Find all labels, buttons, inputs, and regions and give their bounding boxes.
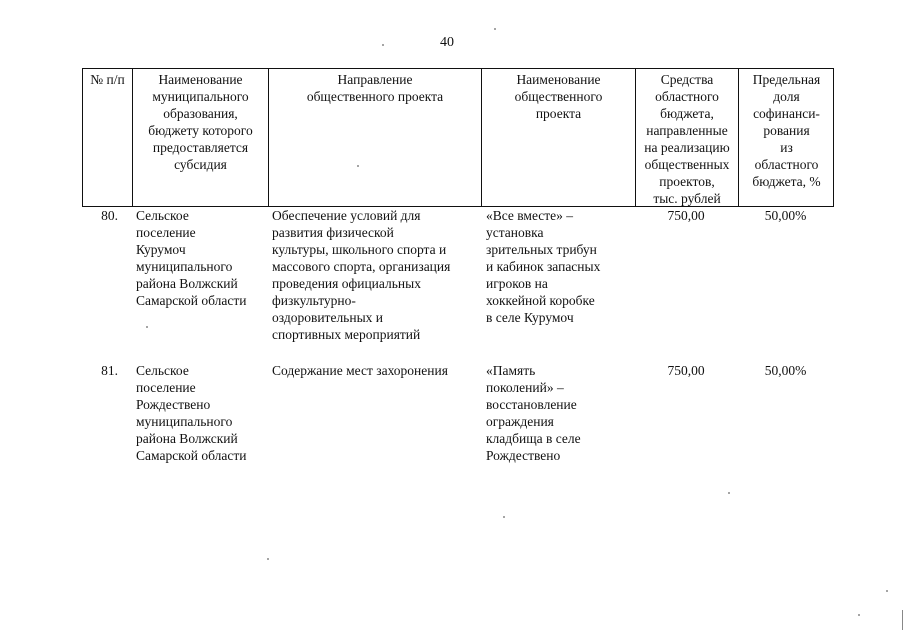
- scan-speck: [886, 590, 888, 592]
- scan-speck: [357, 165, 359, 167]
- header-municipality: [133, 71, 268, 173]
- header-line: муниципального: [152, 89, 249, 104]
- scan-speck: [503, 516, 505, 518]
- cell-line: района Волжский: [136, 431, 238, 446]
- row-number: 81.: [101, 363, 118, 378]
- header-line: проектов,: [659, 174, 715, 189]
- municipality-cell: [136, 362, 271, 464]
- cell-line: хоккейной коробке: [486, 293, 595, 308]
- project-cell: [486, 362, 636, 464]
- header-line: бюджету которого: [148, 123, 253, 138]
- header-line: Направление: [337, 72, 413, 87]
- cell-line: проведения официальных: [272, 276, 421, 291]
- cell-line: игроков на: [486, 276, 548, 291]
- cell-line: восстановление: [486, 397, 577, 412]
- header-line: предоставляется: [152, 140, 249, 155]
- cell-line: развития физической: [272, 225, 394, 240]
- cell-line: муниципального: [136, 259, 233, 274]
- header-line: тыс. рублей: [653, 191, 721, 206]
- cell-line: района Волжский: [136, 276, 238, 291]
- funds-cell: 750,00: [667, 208, 705, 223]
- header-line: № п/п: [90, 72, 125, 87]
- cell-line: зрительных трибун: [486, 242, 597, 257]
- scan-speck: [728, 492, 730, 494]
- scan-speck: [267, 558, 269, 560]
- cell-line: поколений» –: [486, 380, 564, 395]
- header-line: общественных: [644, 157, 730, 172]
- header-share: [739, 71, 834, 190]
- cell-line: установка: [486, 225, 544, 240]
- cell-line: спортивных мероприятий: [272, 327, 421, 342]
- header-line: бюджета, %: [752, 174, 821, 189]
- table-header: [82, 68, 834, 207]
- header-line: из: [780, 140, 793, 155]
- row-number: 80.: [101, 208, 118, 223]
- cell-line: Рождествено: [486, 448, 561, 463]
- cell-line: Сельское: [136, 208, 189, 223]
- header-line: проекта: [535, 106, 582, 121]
- header-line: на реализацию: [644, 140, 730, 155]
- cell-line: Обеспечение условий для: [272, 208, 421, 223]
- cell-line: «Память: [486, 363, 536, 378]
- cell-line: поселение: [136, 225, 196, 240]
- funds-cell: 750,00: [667, 363, 705, 378]
- header-direction: [269, 71, 481, 105]
- scan-speck: [382, 44, 384, 46]
- cell-line: кладбища в селе: [486, 431, 581, 446]
- cell-line: «Все вместе» –: [486, 208, 574, 223]
- direction-cell: [272, 362, 482, 379]
- cell-line: Рождествено: [136, 397, 211, 412]
- share-cell: 50,00%: [764, 208, 807, 223]
- header-line: областного: [754, 157, 819, 172]
- cell-line: муниципального: [136, 414, 233, 429]
- header-project: [482, 71, 635, 122]
- header-line: софинанси-: [753, 106, 820, 121]
- municipality-cell: [136, 207, 271, 309]
- cell-line: культуры, школьного спорта и: [272, 242, 447, 257]
- header-line: образования,: [163, 106, 238, 121]
- cell-line: оздоровительных и: [272, 310, 383, 325]
- cell-line: физкультурно-: [272, 293, 356, 308]
- header-line: Наименование: [158, 72, 243, 87]
- scan-speck: [494, 28, 496, 30]
- cell-line: Самарской области: [136, 293, 247, 308]
- cell-line: в селе Курумоч: [486, 310, 574, 325]
- cell-line: Курумоч: [136, 242, 186, 257]
- header-number: [83, 71, 132, 88]
- page-number: 40: [440, 35, 454, 50]
- header-line: Наименование: [516, 72, 601, 87]
- header-line: Средства: [660, 72, 714, 87]
- cell-line: Сельское: [136, 363, 189, 378]
- share-cell: 50,00%: [764, 363, 807, 378]
- header-line: доля: [773, 89, 800, 104]
- header-line: общественного: [514, 89, 603, 104]
- cell-line: поселение: [136, 380, 196, 395]
- header-funds: [636, 71, 738, 207]
- cell-line: Содержание мест захоронения: [272, 363, 448, 378]
- cell-line: массового спорта, организация: [272, 259, 451, 274]
- header-line: общественного проекта: [306, 89, 444, 104]
- header-line: направленные: [646, 123, 728, 138]
- project-cell: [486, 207, 636, 326]
- header-line: бюджета,: [660, 106, 714, 121]
- cell-line: Самарской области: [136, 448, 247, 463]
- header-line: субсидия: [174, 157, 227, 172]
- scan-speck: [858, 614, 860, 616]
- scan-edge: [902, 610, 903, 630]
- cell-line: и кабинок запасных: [486, 259, 601, 274]
- direction-cell: [272, 207, 482, 343]
- cell-line: ограждения: [486, 414, 554, 429]
- scan-speck: [146, 326, 148, 328]
- header-line: рования: [763, 123, 810, 138]
- header-line: областного: [655, 89, 719, 104]
- header-line: Предельная: [752, 72, 821, 87]
